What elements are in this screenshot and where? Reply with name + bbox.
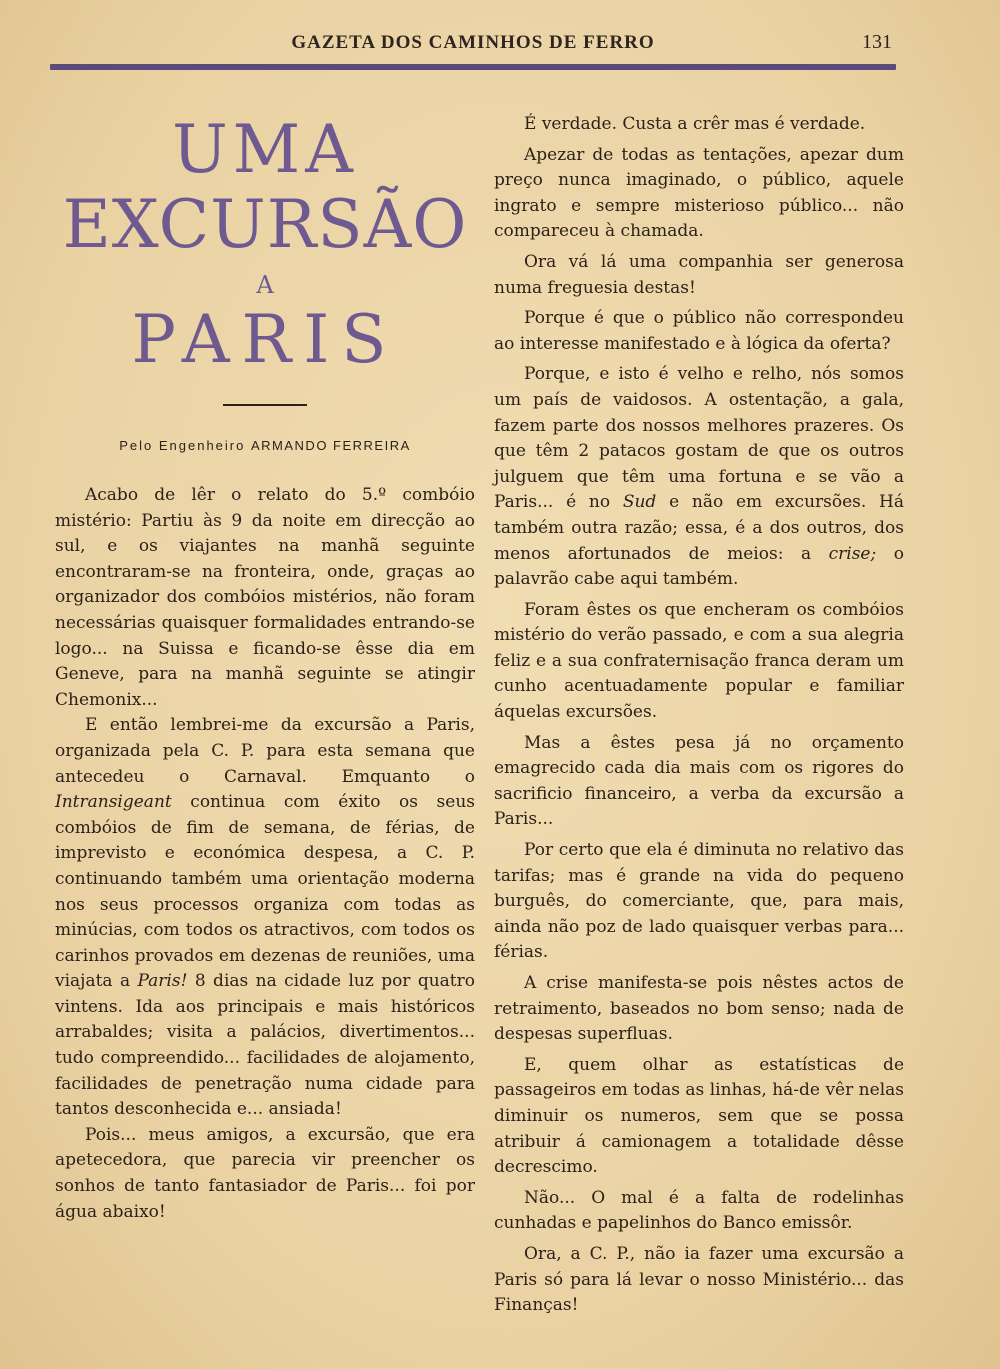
headline-line-1: UMA [172, 111, 358, 188]
paragraph: Por certo que ela é diminuta no relativo das tarifas; mas é grande na vida do pequeno burguês, do comerciante, que, para mais, ainda não poz de lado quaisquer verbas para... férias. [494, 840, 904, 963]
paragraph: A crise manifesta-se pois nêstes actos de retraimento, baseados no bom senso; nada de despesas superfluas. [494, 973, 904, 1045]
paragraph: Acabo de lêr o relato do 5.º combóio mistério: Partiu às 9 da noite em direcção ao sul, e os viajantes na manhã seguinte encontraram-se na fronteira, onde, graças ao organizador dos combóios mistérios, não foram necessárias quaisquer formalidades entrando-se logo... na Suissa e ficando-se êsse dia em Geneve, para na manhã seguinte se atingir Chemonix... [55, 485, 475, 710]
paragraph: Mas a êstes pesa já no orçamento emagrecido cada dia mais com os rigores do sacrificio financeiro, a verba da excursão a Paris... [494, 732, 904, 830]
running-header [50, 30, 896, 60]
headline-line-2: EXCURSÃO [62, 186, 468, 263]
paragraph: E, quem olhar as estatísticas de passageiros em todas as linhas, há-de vêr nelas diminuir os numeros, sem que se possa atribuir á camionagem a totalidade dêsse decrescimo. [494, 1054, 904, 1178]
headline-line-3: A [256, 271, 274, 299]
paragraph: Ora vá lá uma companhia ser generosa numa freguesia destas! [494, 251, 904, 298]
publication-title: GAZETA DOS CAMINHOS DE FERRO [291, 32, 655, 53]
byline-prefix: Pelo Engenheiro [119, 438, 246, 453]
paragraph: Apezar de todas as tentações, apezar dum preço nunca imaginado, o público, aquele ingrato e sempre misterioso público... não compareceu à chamada. [494, 144, 904, 242]
paragraph: E então lembrei-me da excursão a Paris, organizada pela C. P. para esta semana que antecedeu o Carnaval. Emquanto o Intransigeant continua com éxito os seus combóios de fim de semana, de férias, de imprevisto e económica despesa, a C. P. continuando também uma orientação moderna nos seus processos organiza com todas as minúcias, com todos os atractivos, com todos os carinhos provados em dezenas de reuniões, uma viajata a Paris! 8 dias na cidade luz por quatro vintens. Ida aos principais e mais históricos arrabaldes; visita a palácios, divertimentos... tudo compreendido... facilidades de alojamento, facilidades de penetração numa cidade para tantos desconhecida e... ansiada! [55, 715, 475, 1120]
right-body [494, 112, 904, 1319]
paragraph: É verdade. Custa a crêr mas é verdade. [524, 114, 866, 134]
paragraph: Foram êstes os que encheram os combóios mistério do verão passado, e com a sua alegria feliz e a sua confraternisação franca deram um cunho acentuadamente popular e familiar áquelas excursões. [494, 599, 904, 723]
title-divider [223, 404, 307, 406]
paragraph: Porque, e isto é velho e relho, nós somos um país de vaidosos. A ostentação, a gala, fazem parte dos nossos melhores prazeres. Os que têm 2 patacos gostam de que os outros julguem que têm uma fortuna e se vão a Paris... é no Sud e não em excursões. Há também outra razão; essa, é a dos outros, dos menos afortunados de meios: a crise; o palavrão cabe aqui também. [494, 364, 905, 590]
left-body [55, 483, 475, 1225]
headline-line-4: PARIS [131, 301, 399, 378]
paragraph: Porque é que o público não correspondeu ao interesse manifestado e à lógica da oferta? [494, 308, 904, 354]
header-rule [50, 64, 896, 70]
page-number: 131 [862, 31, 892, 53]
paragraph: Ora, a C. P., não ia fazer uma excursão a Paris só para lá levar o nosso Ministério... das Finanças! [494, 1243, 904, 1316]
left-column [55, 112, 475, 1225]
paragraph: Não... O mal é a falta de rodelinhas cunhadas e papelinhos do Banco emissôr. [494, 1187, 904, 1234]
byline [55, 438, 475, 453]
paragraph: Pois... meus amigos, a excursão, que era apetecedora, que parecia vir preencher os sonhos de tanto fantasiador de Paris... foi por água abaixo! [55, 1124, 475, 1222]
right-column [494, 112, 904, 1324]
byline-author: ARMANDO FERREIRA [250, 438, 411, 453]
